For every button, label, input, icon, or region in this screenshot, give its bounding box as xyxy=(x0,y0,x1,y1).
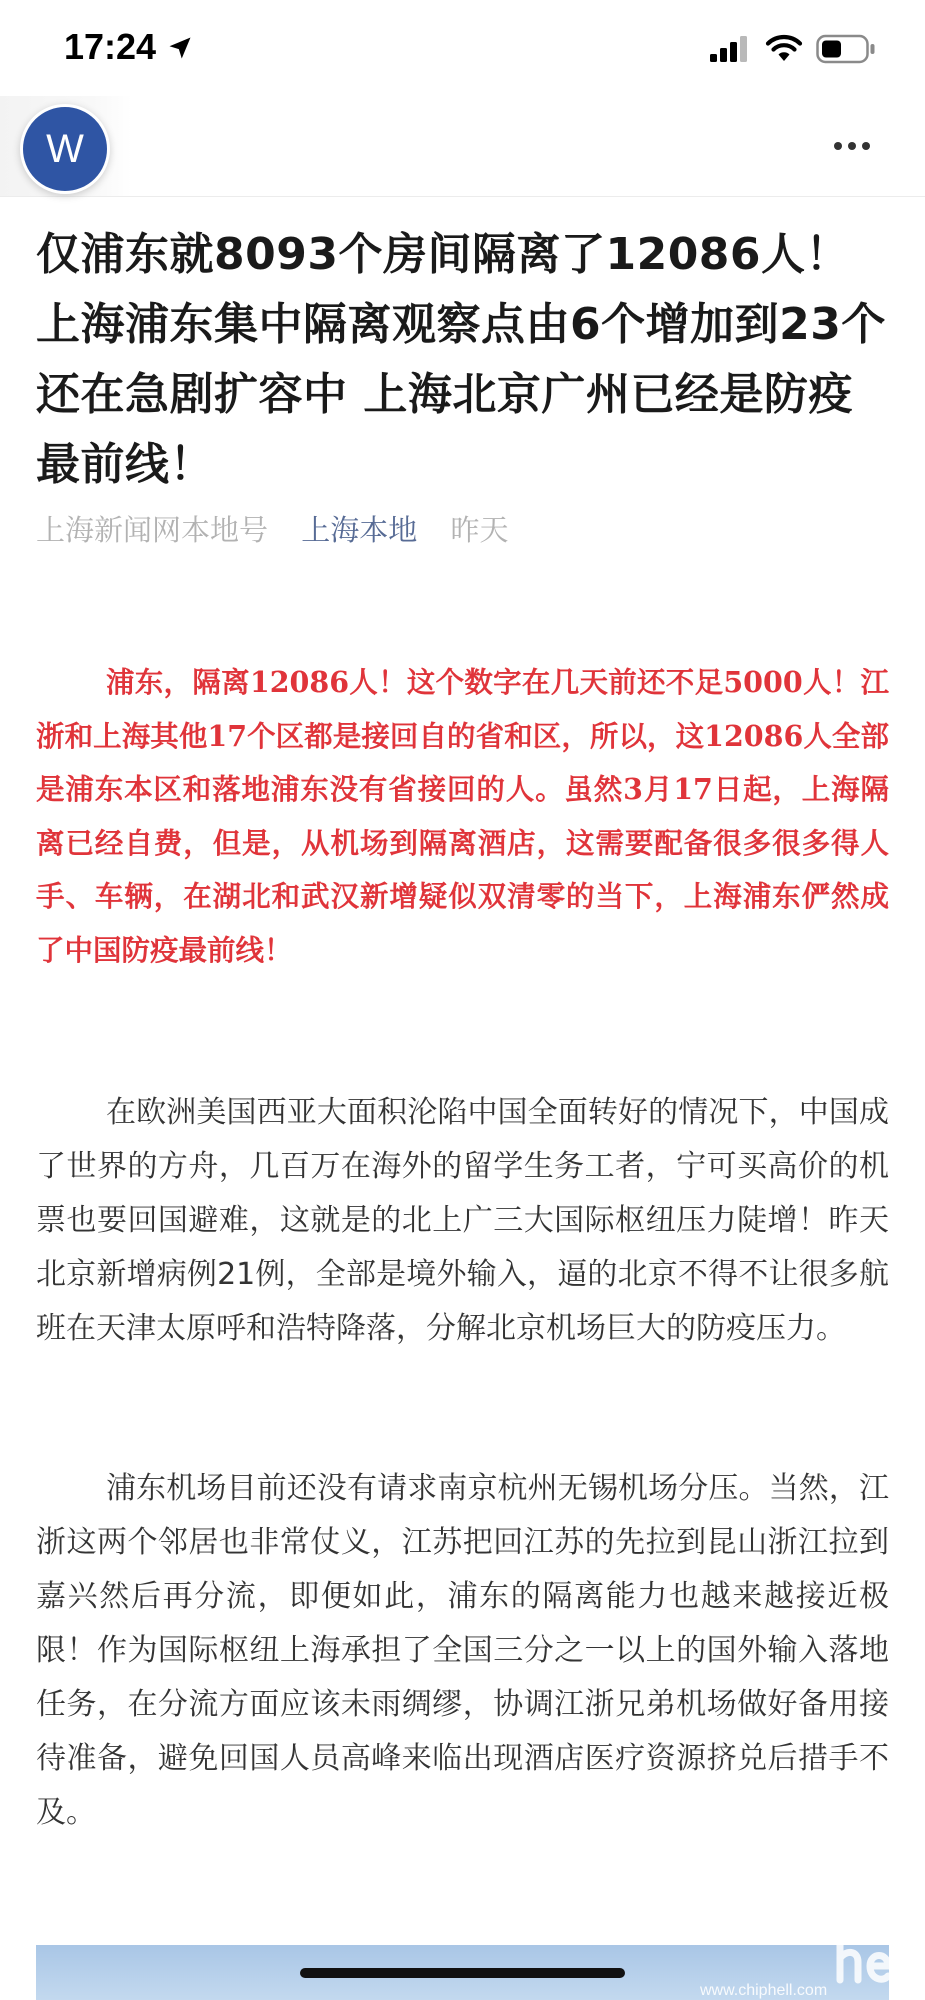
article-meta xyxy=(36,505,508,555)
location-arrow-icon xyxy=(166,34,194,62)
article-title: 仅浦东就8093个房间隔离了12086人！上海浦东集中隔离观察点由6个增加到23个还在急剧扩容中 上海北京广州已经是防疫最前线！ xyxy=(36,229,886,490)
battery-icon xyxy=(816,34,876,64)
status-bar xyxy=(0,0,925,96)
avatar-container xyxy=(0,96,132,196)
cellular-signal-icon xyxy=(710,36,750,62)
account-avatar[interactable]: W xyxy=(20,104,110,194)
more-options-button[interactable] xyxy=(822,126,882,166)
article-header-bar xyxy=(0,96,925,197)
status-time: 17:24 xyxy=(64,26,157,67)
body-paragraph: 浦东机场目前还没有请求南京杭州无锡机场分压。当然，江浙这两个邻居也非常仗义，江苏把回江苏的先拉到昆山浙江拉到嘉兴然后再分流，即便如此，浦东的隔离能力也越来越接近极限！作为国际枢纽上海承担了全国三分之一以上的国外输入落地任务，在分流方面应该未雨绸缪，协调江浙兄弟机场做好备用接待准备，避免回国人员高峰来临出现酒店医疗资源挤兑后措手不及。 xyxy=(36,1471,889,1830)
lead-paragraph: 浦东，隔离12086人！这个数字在几天前还不足5000人！江浙和上海其他17个区都是接回自的省和区，所以，这12086人全部是浦东本区和落地浦东没有省接回的人。虽然3月17日起，上海隔离已经自费，但是，从机场到隔离酒店，这需要配备很多很多得人手、车辆，在湖北和武汉新增疑似双清零的当下，上海浦东俨然成了中国防疫最前线！ xyxy=(36,665,889,967)
home-indicator[interactable] xyxy=(300,1968,625,1978)
watermark-url: www.chiphell.com xyxy=(700,1982,828,1999)
publish-date: 昨天 xyxy=(450,513,509,547)
more-dot-icon xyxy=(848,142,856,150)
more-dot-icon xyxy=(862,142,870,150)
chiphell-watermark-logo xyxy=(818,1868,914,1998)
wifi-icon xyxy=(765,32,803,64)
article-source: 上海新闻网本地号 xyxy=(36,513,269,547)
more-dot-icon xyxy=(834,142,842,150)
account-name-link[interactable]: 上海本地 xyxy=(301,513,418,547)
body-paragraph: 在欧洲美国西亚大面积沦陷中国全面转好的情况下，中国成了世界的方舟，几百万在海外的留学生务工者，宁可买高价的机票也要回国避难，这就是的北上广三大国际枢纽压力陡增！昨天北京新增病例21例，全部是境外输入，逼的北京不得不让很多航班在天津太原呼和浩特降落，分解北京机场巨大的防疫压力。 xyxy=(36,1095,889,1346)
